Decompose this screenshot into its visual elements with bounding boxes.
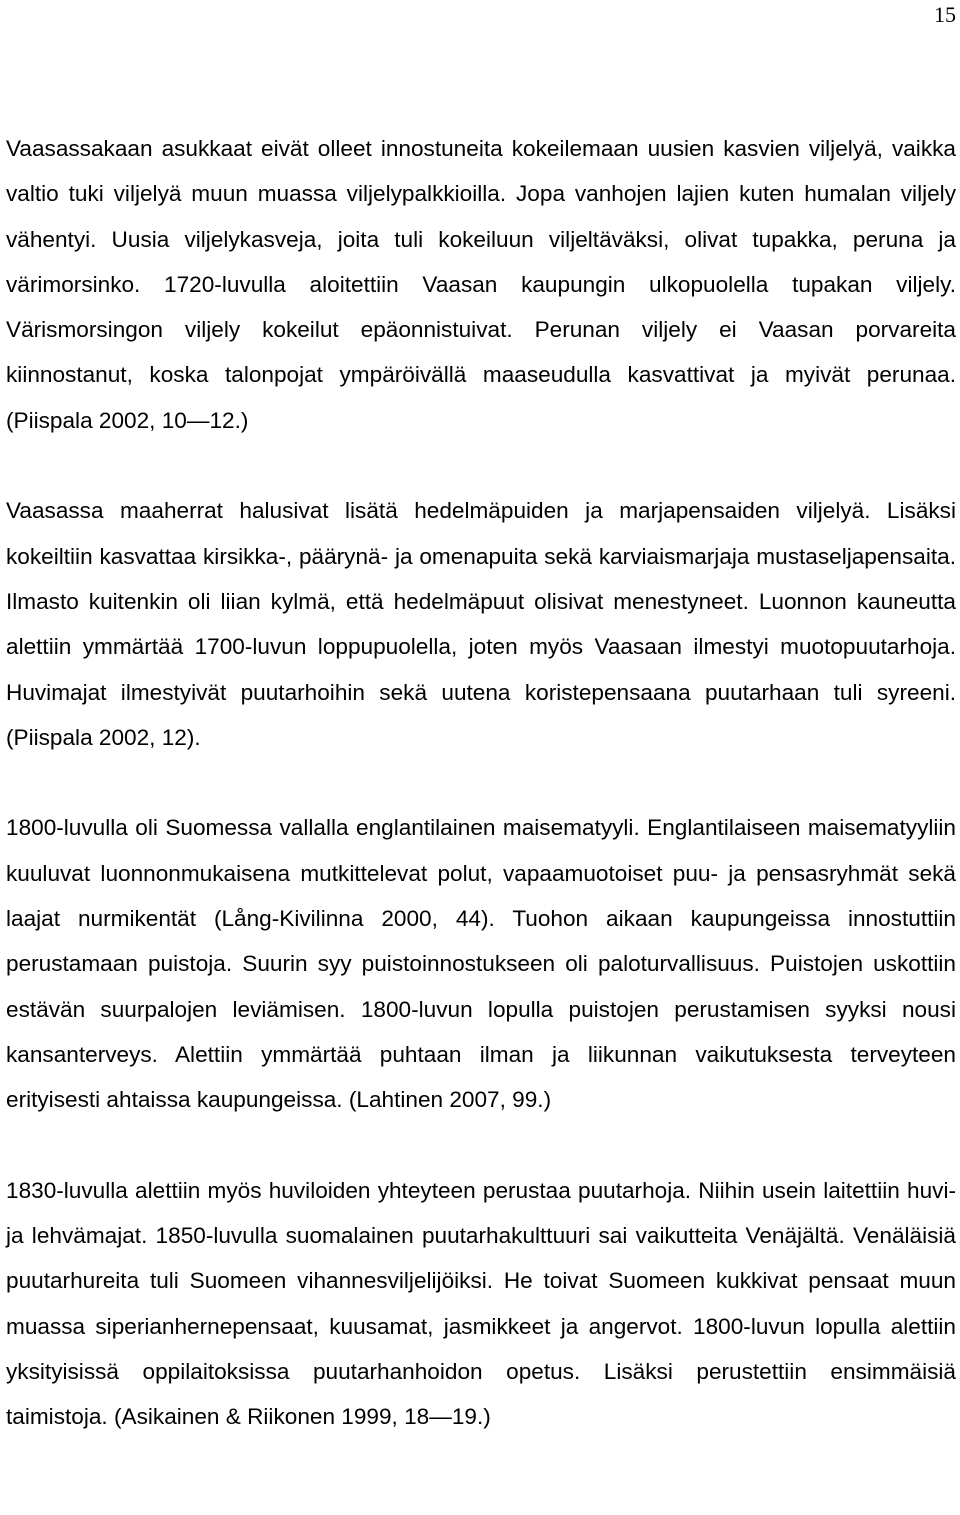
paragraph: 1800-luvulla oli Suomessa vallalla englantilainen maisematyyli. Englantilaiseen maisematyyliin kuuluvat luonnonmukaisena mutkittelevat polut, vapaamuotoiset puu- ja pensasryhmät sekä laajat nurmikentät (Lång-Kivilinna 2000, 44). Tuohon aikaan kaupungeissa innostuttiin perustamaan puistoja. Suurin syy puistoinnostukseen oli paloturvallisuus. Puistojen uskottiin estävän suurpalojen leviämisen. 1800-luvun lopulla puistojen perustamisen syyksi nousi kansanterveys. Alettiin ymmärtää puhtaan ilman ja liikunnan vaikutuksesta terveyteen erityisesti ahtaissa kaupungeissa. (Lahtinen 2007, 99.) xyxy=(6,815,956,1113)
paragraph: Vaasassakaan asukkaat eivät olleet innostuneita kokeilemaan uusien kasvien viljelyä, vaikka valtio tuki viljelyä muun muassa viljelypalkkioilla. Jopa vanhojen lajien kuten humalan viljely vähentyi. Uusia viljelykasveja, joita tuli kokeiluun viljeltäväksi, olivat tupakka, peruna ja värimorsinko. 1720-luvulla aloitettiin Vaasan kaupungin ulkopuolella tupakan viljely. Värismorsingon viljely kokeilut epäonnistuivat. Perunan viljely ei Vaasan porvareita kiinnostanut, koska talonpojat ympäröivällä maaseudulla kasvattivat ja myivät perunaa. (Piispala 2002, 10—12.) xyxy=(6,136,956,433)
page-number: 15 xyxy=(934,2,956,27)
paragraph: Vaasassa maaherrat halusivat lisätä hedelmäpuiden ja marjapensaiden viljelyä. Lisäksi kokeiltiin kasvattaa kirsikka-, päärynä- ja omenapuita sekä karviaismarjaja mustaseljapensaita. Ilmasto kuitenkin oli liian kylmä, että hedelmäpuut olisivat menestyneet. Luonnon kauneutta alettiin ymmärtää 1700-luvun loppupuolella, joten myös Vaasaan ilmestyi muotopuutarhoja. Huvimajat ilmestyivät puutarhoihin sekä uutena koristepensaana puutarhaan tuli syreeni. (Piispala 2002, 12). xyxy=(6,498,956,750)
document-body xyxy=(6,126,956,1440)
paragraph: 1830-luvulla alettiin myös huviloiden yhteyteen perustaa puutarhoja. Niihin usein laitettiin huvi- ja lehvämajat. 1850-luvulla suomalainen puutarhakulttuuri sai vaikutteita Venäjältä. Venäläisiä puutarhureita tuli Suomeen vihannesviljelijöiksi. He toivat Suomeen kukkivat pensaat muun muassa siperianhernepensaat, kuusamat, jasmikkeet ja angervot. 1800-luvun lopulla alettiin yksityisissä oppilaitoksissa puutarhanhoidon opetus. Lisäksi perustettiin ensimmäisiä taimistoja. (Asikainen & Riikonen 1999, 18—19.) xyxy=(6,1177,956,1430)
